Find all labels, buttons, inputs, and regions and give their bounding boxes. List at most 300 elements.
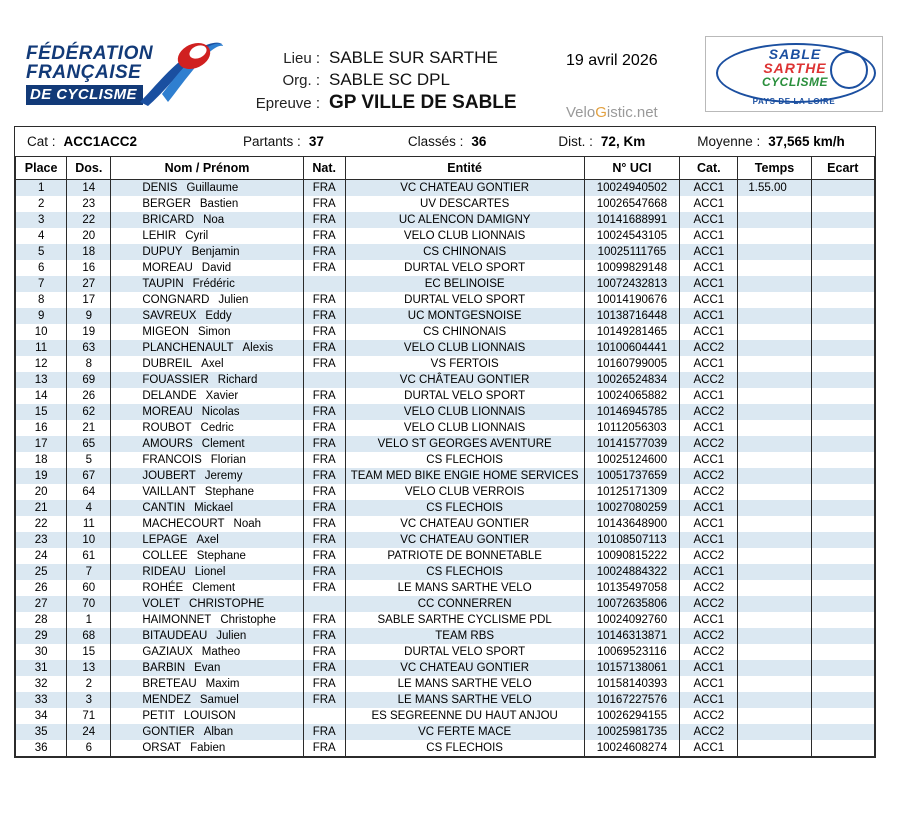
cell-time <box>738 388 811 404</box>
cell-name <box>111 308 303 324</box>
summary-partants-label: Partants : <box>243 134 301 149</box>
cell-entity: TEAM RBS <box>345 628 584 644</box>
cell-entity: CS FLECHOIS <box>345 564 584 580</box>
cell-category: ACC1 <box>680 292 738 308</box>
cell-category: ACC1 <box>680 516 738 532</box>
cell-name <box>111 212 303 228</box>
cell-nationality: FRA <box>303 292 345 308</box>
rider-last-name: MENDEZ <box>142 694 191 706</box>
cell-name <box>111 324 303 340</box>
cell-uci: 10069523116 <box>584 644 680 660</box>
rider-first-name: Stephane <box>196 550 246 562</box>
cell-category: ACC1 <box>680 196 738 212</box>
rider-last-name: GAZIAUX <box>142 646 193 658</box>
cell-place: 5 <box>16 244 67 260</box>
cell-uci: 10026524834 <box>584 372 680 388</box>
cell-category: ACC2 <box>680 724 738 740</box>
table-row <box>16 596 875 612</box>
table-row <box>16 724 875 740</box>
rider-last-name: VOLET <box>142 598 181 610</box>
cell-category: ACC1 <box>680 212 738 228</box>
cell-uci: 10108507113 <box>584 532 680 548</box>
summary-average <box>697 134 845 149</box>
cell-place: 6 <box>16 260 67 276</box>
rider-last-name: MOREAU <box>142 262 193 274</box>
cell-gap <box>811 516 874 532</box>
rider-first-name: Richard <box>217 374 258 386</box>
cell-category: ACC1 <box>680 388 738 404</box>
cell-place: 13 <box>16 372 67 388</box>
cell-nationality <box>303 372 345 388</box>
cell-gap <box>811 324 874 340</box>
cell-dossard: 17 <box>67 292 111 308</box>
rider-first-name: Maxim <box>205 678 240 690</box>
table-row <box>16 468 875 484</box>
cell-place: 16 <box>16 420 67 436</box>
column-header-place: Place <box>16 157 67 180</box>
cell-category: ACC1 <box>680 692 738 708</box>
rider-first-name: Axel <box>196 534 219 546</box>
cell-place: 32 <box>16 676 67 692</box>
rider-last-name: AMOURS <box>142 438 193 450</box>
cell-time <box>738 596 811 612</box>
summary-partants <box>243 134 324 149</box>
cell-uci: 10024543105 <box>584 228 680 244</box>
cell-dossard: 26 <box>67 388 111 404</box>
cell-gap <box>811 404 874 420</box>
rider-last-name: DUPUY <box>142 246 183 258</box>
cell-name <box>111 548 303 564</box>
ffc-logo-line2: FRANÇAISE <box>26 62 142 83</box>
cell-nationality: FRA <box>303 548 345 564</box>
summary-distance <box>558 134 645 149</box>
cell-nationality: FRA <box>303 692 345 708</box>
rider-first-name: Simon <box>197 326 231 338</box>
cell-gap <box>811 212 874 228</box>
summary-cat <box>27 134 137 149</box>
cell-place: 21 <box>16 500 67 516</box>
cell-dossard: 10 <box>67 532 111 548</box>
cell-name <box>111 692 303 708</box>
table-row <box>16 372 875 388</box>
cell-dossard: 18 <box>67 244 111 260</box>
cell-nationality: FRA <box>303 196 345 212</box>
column-header-entity: Entité <box>345 157 584 180</box>
rider-first-name: Cedric <box>200 422 234 434</box>
cell-gap <box>811 292 874 308</box>
rider-last-name: BERGER <box>142 198 191 210</box>
rider-last-name: FOUASSIER <box>142 374 209 386</box>
cell-entity: VS FERTOIS <box>345 356 584 372</box>
org-label: Org. : <box>282 72 320 89</box>
event-date: 19 avril 2026 <box>566 52 658 69</box>
cell-dossard: 16 <box>67 260 111 276</box>
results-box <box>14 126 876 758</box>
cell-gap <box>811 580 874 596</box>
cell-uci: 10158140393 <box>584 676 680 692</box>
cell-dossard: 11 <box>67 516 111 532</box>
cell-name <box>111 612 303 628</box>
rider-first-name: Clement <box>192 582 236 594</box>
cell-nationality: FRA <box>303 244 345 260</box>
cell-uci: 10100604441 <box>584 340 680 356</box>
cell-time <box>738 628 811 644</box>
table-row <box>16 676 875 692</box>
table-row <box>16 228 875 244</box>
cell-dossard: 61 <box>67 548 111 564</box>
cell-uci: 10024884322 <box>584 564 680 580</box>
cell-place: 18 <box>16 452 67 468</box>
cell-entity: CS CHINONAIS <box>345 324 584 340</box>
cell-category: ACC2 <box>680 436 738 452</box>
cell-place: 20 <box>16 484 67 500</box>
cell-nationality: FRA <box>303 532 345 548</box>
ffc-logo-line3: DE CYCLISME <box>26 85 143 105</box>
cell-entity: PATRIOTE DE BONNETABLE <box>345 548 584 564</box>
table-row <box>16 388 875 404</box>
cell-time <box>738 708 811 724</box>
table-row <box>16 500 875 516</box>
cell-nationality: FRA <box>303 660 345 676</box>
cell-time <box>738 692 811 708</box>
summary-partants-value: 37 <box>308 134 324 149</box>
cell-uci: 10141577039 <box>584 436 680 452</box>
cell-uci: 10014190676 <box>584 292 680 308</box>
cell-gap <box>811 244 874 260</box>
table-row <box>16 612 875 628</box>
rider-last-name: BARBIN <box>142 662 186 674</box>
cell-entity: VC FERTE MACE <box>345 724 584 740</box>
rider-last-name: PLANCHENAULT <box>142 342 234 354</box>
table-row <box>16 308 875 324</box>
cell-place: 15 <box>16 404 67 420</box>
rider-last-name: MACHECOURT <box>142 518 225 530</box>
cell-nationality: FRA <box>303 260 345 276</box>
cell-gap <box>811 708 874 724</box>
cell-category: ACC2 <box>680 468 738 484</box>
cell-time <box>738 660 811 676</box>
rider-last-name: SAVREUX <box>142 310 197 322</box>
cell-dossard: 27 <box>67 276 111 292</box>
cell-name <box>111 468 303 484</box>
cell-dossard: 67 <box>67 468 111 484</box>
cell-place: 24 <box>16 548 67 564</box>
rider-last-name: MIGEON <box>142 326 189 338</box>
cell-place: 3 <box>16 212 67 228</box>
rider-last-name: FRANCOIS <box>142 454 202 466</box>
cell-gap <box>811 676 874 692</box>
cell-uci: 10135497058 <box>584 580 680 596</box>
cell-name <box>111 660 303 676</box>
cell-place: 9 <box>16 308 67 324</box>
cell-nationality: FRA <box>303 228 345 244</box>
cell-time <box>738 404 811 420</box>
column-header-nationality: Nat. <box>303 157 345 180</box>
column-header-time: Temps <box>738 157 811 180</box>
summary-average-label: Moyenne : <box>697 134 761 149</box>
cell-name <box>111 436 303 452</box>
table-row <box>16 436 875 452</box>
epreuve-value: GP VILLE DE SABLE <box>329 92 517 113</box>
rider-first-name: Florian <box>210 454 246 466</box>
cell-time <box>738 676 811 692</box>
cell-name <box>111 356 303 372</box>
cell-gap <box>811 532 874 548</box>
cell-uci: 10090815222 <box>584 548 680 564</box>
cell-dossard: 20 <box>67 228 111 244</box>
cell-nationality: FRA <box>303 340 345 356</box>
cell-time <box>738 292 811 308</box>
cell-place: 27 <box>16 596 67 612</box>
summary-bar <box>15 127 875 157</box>
rider-first-name: LOUISON <box>183 710 236 722</box>
cell-name <box>111 420 303 436</box>
rider-last-name: PETIT <box>142 710 175 722</box>
cell-place: 17 <box>16 436 67 452</box>
rider-last-name: MOREAU <box>142 406 193 418</box>
table-row <box>16 260 875 276</box>
ffc-logo-text <box>26 44 153 105</box>
cell-nationality: FRA <box>303 676 345 692</box>
cell-name <box>111 340 303 356</box>
cell-time: 1.55.00 <box>738 180 811 197</box>
summary-cat-label: Cat : <box>27 134 56 149</box>
cell-category: ACC2 <box>680 484 738 500</box>
cell-nationality: FRA <box>303 740 345 757</box>
cell-place: 31 <box>16 660 67 676</box>
cell-entity: VELO CLUB LIONNAIS <box>345 340 584 356</box>
cell-name <box>111 388 303 404</box>
lieu-value: SABLE SUR SARTHE <box>329 48 498 67</box>
cell-time <box>738 724 811 740</box>
cell-category: ACC2 <box>680 628 738 644</box>
cell-entity: TEAM MED BIKE ENGIE HOME SERVICES <box>345 468 584 484</box>
cell-dossard: 4 <box>67 500 111 516</box>
rider-first-name: Matheo <box>201 646 241 658</box>
cell-uci: 10025124600 <box>584 452 680 468</box>
cell-gap <box>811 612 874 628</box>
rider-first-name: Guillaume <box>186 182 239 194</box>
cell-nationality: FRA <box>303 484 345 500</box>
rider-last-name: LEHIR <box>142 230 177 242</box>
cell-gap <box>811 596 874 612</box>
cell-gap <box>811 260 874 276</box>
cell-dossard: 9 <box>67 308 111 324</box>
cell-nationality: FRA <box>303 516 345 532</box>
cell-gap <box>811 180 874 197</box>
rider-first-name: Julien <box>216 630 247 642</box>
cell-uci: 10027080259 <box>584 500 680 516</box>
cell-place: 7 <box>16 276 67 292</box>
cell-nationality: FRA <box>303 468 345 484</box>
rider-first-name: Eddy <box>205 310 232 322</box>
cell-dossard: 2 <box>67 676 111 692</box>
cell-place: 22 <box>16 516 67 532</box>
cell-entity: DURTAL VELO SPORT <box>345 388 584 404</box>
cell-dossard: 14 <box>67 180 111 197</box>
cell-place: 2 <box>16 196 67 212</box>
sable-logo-line1: SABLE <box>768 46 822 62</box>
cell-time <box>738 308 811 324</box>
rider-last-name: LEPAGE <box>142 534 188 546</box>
cell-category: ACC2 <box>680 404 738 420</box>
cell-nationality <box>303 596 345 612</box>
cell-gap <box>811 388 874 404</box>
rider-first-name: Nicolas <box>201 406 240 418</box>
cell-category: ACC2 <box>680 596 738 612</box>
cell-name <box>111 724 303 740</box>
table-row <box>16 356 875 372</box>
table-row <box>16 644 875 660</box>
cell-time <box>738 340 811 356</box>
cell-uci: 10025111765 <box>584 244 680 260</box>
cell-gap <box>811 724 874 740</box>
cell-name <box>111 452 303 468</box>
sable-logo-sub: PAYS DE LA LOIRE <box>752 97 836 106</box>
cell-entity: UV DESCARTES <box>345 196 584 212</box>
cell-place: 12 <box>16 356 67 372</box>
cell-gap <box>811 356 874 372</box>
table-row <box>16 740 875 757</box>
cell-dossard: 8 <box>67 356 111 372</box>
cell-entity: VELO CLUB VERROIS <box>345 484 584 500</box>
cell-entity: LE MANS SARTHE VELO <box>345 676 584 692</box>
table-row <box>16 420 875 436</box>
rider-first-name: Lionel <box>194 566 226 578</box>
cell-nationality: FRA <box>303 388 345 404</box>
rider-first-name: Samuel <box>199 694 239 706</box>
results-table-head <box>16 157 875 180</box>
cell-uci: 10025981735 <box>584 724 680 740</box>
cell-entity: CC CONNERREN <box>345 596 584 612</box>
cell-time <box>738 516 811 532</box>
cell-gap <box>811 420 874 436</box>
cell-uci: 10160799005 <box>584 356 680 372</box>
cell-entity: VELO CLUB LIONNAIS <box>345 228 584 244</box>
cell-name <box>111 532 303 548</box>
cell-gap <box>811 644 874 660</box>
cell-entity: DURTAL VELO SPORT <box>345 292 584 308</box>
table-row <box>16 244 875 260</box>
rider-first-name: CHRISTOPHE <box>189 598 265 610</box>
rider-first-name: Benjamin <box>191 246 240 258</box>
cell-time <box>738 564 811 580</box>
rider-last-name: DELANDE <box>142 390 197 402</box>
rider-first-name: Mickael <box>194 502 234 514</box>
cell-time <box>738 324 811 340</box>
table-row <box>16 452 875 468</box>
rider-last-name: ROHÉE <box>142 582 184 594</box>
cell-place: 26 <box>16 580 67 596</box>
rider-first-name: Alexis <box>242 342 274 354</box>
cell-time <box>738 228 811 244</box>
cell-entity: DURTAL VELO SPORT <box>345 260 584 276</box>
cell-time <box>738 244 811 260</box>
cell-gap <box>811 372 874 388</box>
table-row <box>16 196 875 212</box>
cell-uci: 10024608274 <box>584 740 680 757</box>
column-header-category: Cat. <box>680 157 738 180</box>
table-row <box>16 276 875 292</box>
cell-gap <box>811 228 874 244</box>
cell-category: ACC1 <box>680 660 738 676</box>
table-row <box>16 628 875 644</box>
cell-nationality: FRA <box>303 212 345 228</box>
table-row <box>16 340 875 356</box>
sable-logo-line3: CYCLISME <box>761 74 828 89</box>
cell-dossard: 64 <box>67 484 111 500</box>
rider-first-name: Fabien <box>190 742 226 754</box>
cell-time <box>738 420 811 436</box>
cell-place: 19 <box>16 468 67 484</box>
summary-classes-label: Classés : <box>407 134 464 149</box>
cell-entity: DURTAL VELO SPORT <box>345 644 584 660</box>
cell-dossard: 68 <box>67 628 111 644</box>
rider-first-name: Noah <box>233 518 262 530</box>
bicycle-wheel-icon <box>830 51 868 89</box>
cell-place: 14 <box>16 388 67 404</box>
cell-place: 35 <box>16 724 67 740</box>
cell-dossard: 13 <box>67 660 111 676</box>
cell-category: ACC1 <box>680 276 738 292</box>
cell-entity: VC CHÂTEAU GONTIER <box>345 372 584 388</box>
cell-entity: CS FLECHOIS <box>345 740 584 757</box>
cell-place: 10 <box>16 324 67 340</box>
rider-last-name: TAUPIN <box>142 278 184 290</box>
summary-distance-value: 72, Km <box>600 134 646 149</box>
ffc-logo-line1: FÉDÉRATION <box>26 43 154 64</box>
document-header <box>0 0 903 120</box>
cell-place: 4 <box>16 228 67 244</box>
cell-entity: LE MANS SARTHE VELO <box>345 580 584 596</box>
summary-distance-label: Dist. : <box>558 134 593 149</box>
cell-nationality: FRA <box>303 612 345 628</box>
summary-average-value: 37,565 km/h <box>768 134 845 149</box>
table-row <box>16 580 875 596</box>
cell-dossard: 6 <box>67 740 111 757</box>
cell-entity: SABLE SARTHE CYCLISME PDL <box>345 612 584 628</box>
cell-category: ACC1 <box>680 308 738 324</box>
event-meta-row-lieu <box>232 48 562 68</box>
cell-gap <box>811 308 874 324</box>
cell-gap <box>811 484 874 500</box>
cell-name <box>111 564 303 580</box>
rider-last-name: HAIMONNET <box>142 614 212 626</box>
rider-last-name: ROUBOT <box>142 422 192 434</box>
rider-last-name: BRICARD <box>142 214 195 226</box>
cell-gap <box>811 468 874 484</box>
cell-place: 36 <box>16 740 67 757</box>
table-row <box>16 324 875 340</box>
cell-dossard: 24 <box>67 724 111 740</box>
cell-gap <box>811 196 874 212</box>
cell-dossard: 69 <box>67 372 111 388</box>
cell-nationality: FRA <box>303 404 345 420</box>
cell-name <box>111 500 303 516</box>
lieu-label: Lieu : <box>283 50 320 67</box>
rider-last-name: VAILLANT <box>142 486 196 498</box>
rider-first-name: Frédéric <box>192 278 235 290</box>
rider-last-name: DENIS <box>142 182 178 194</box>
rider-first-name: Jeremy <box>204 470 243 482</box>
rider-last-name: DUBREIL <box>142 358 193 370</box>
cell-category: ACC1 <box>680 180 738 197</box>
rider-first-name: Julien <box>218 294 249 306</box>
cell-time <box>738 452 811 468</box>
cell-time <box>738 260 811 276</box>
cell-nationality: FRA <box>303 420 345 436</box>
cell-name <box>111 516 303 532</box>
